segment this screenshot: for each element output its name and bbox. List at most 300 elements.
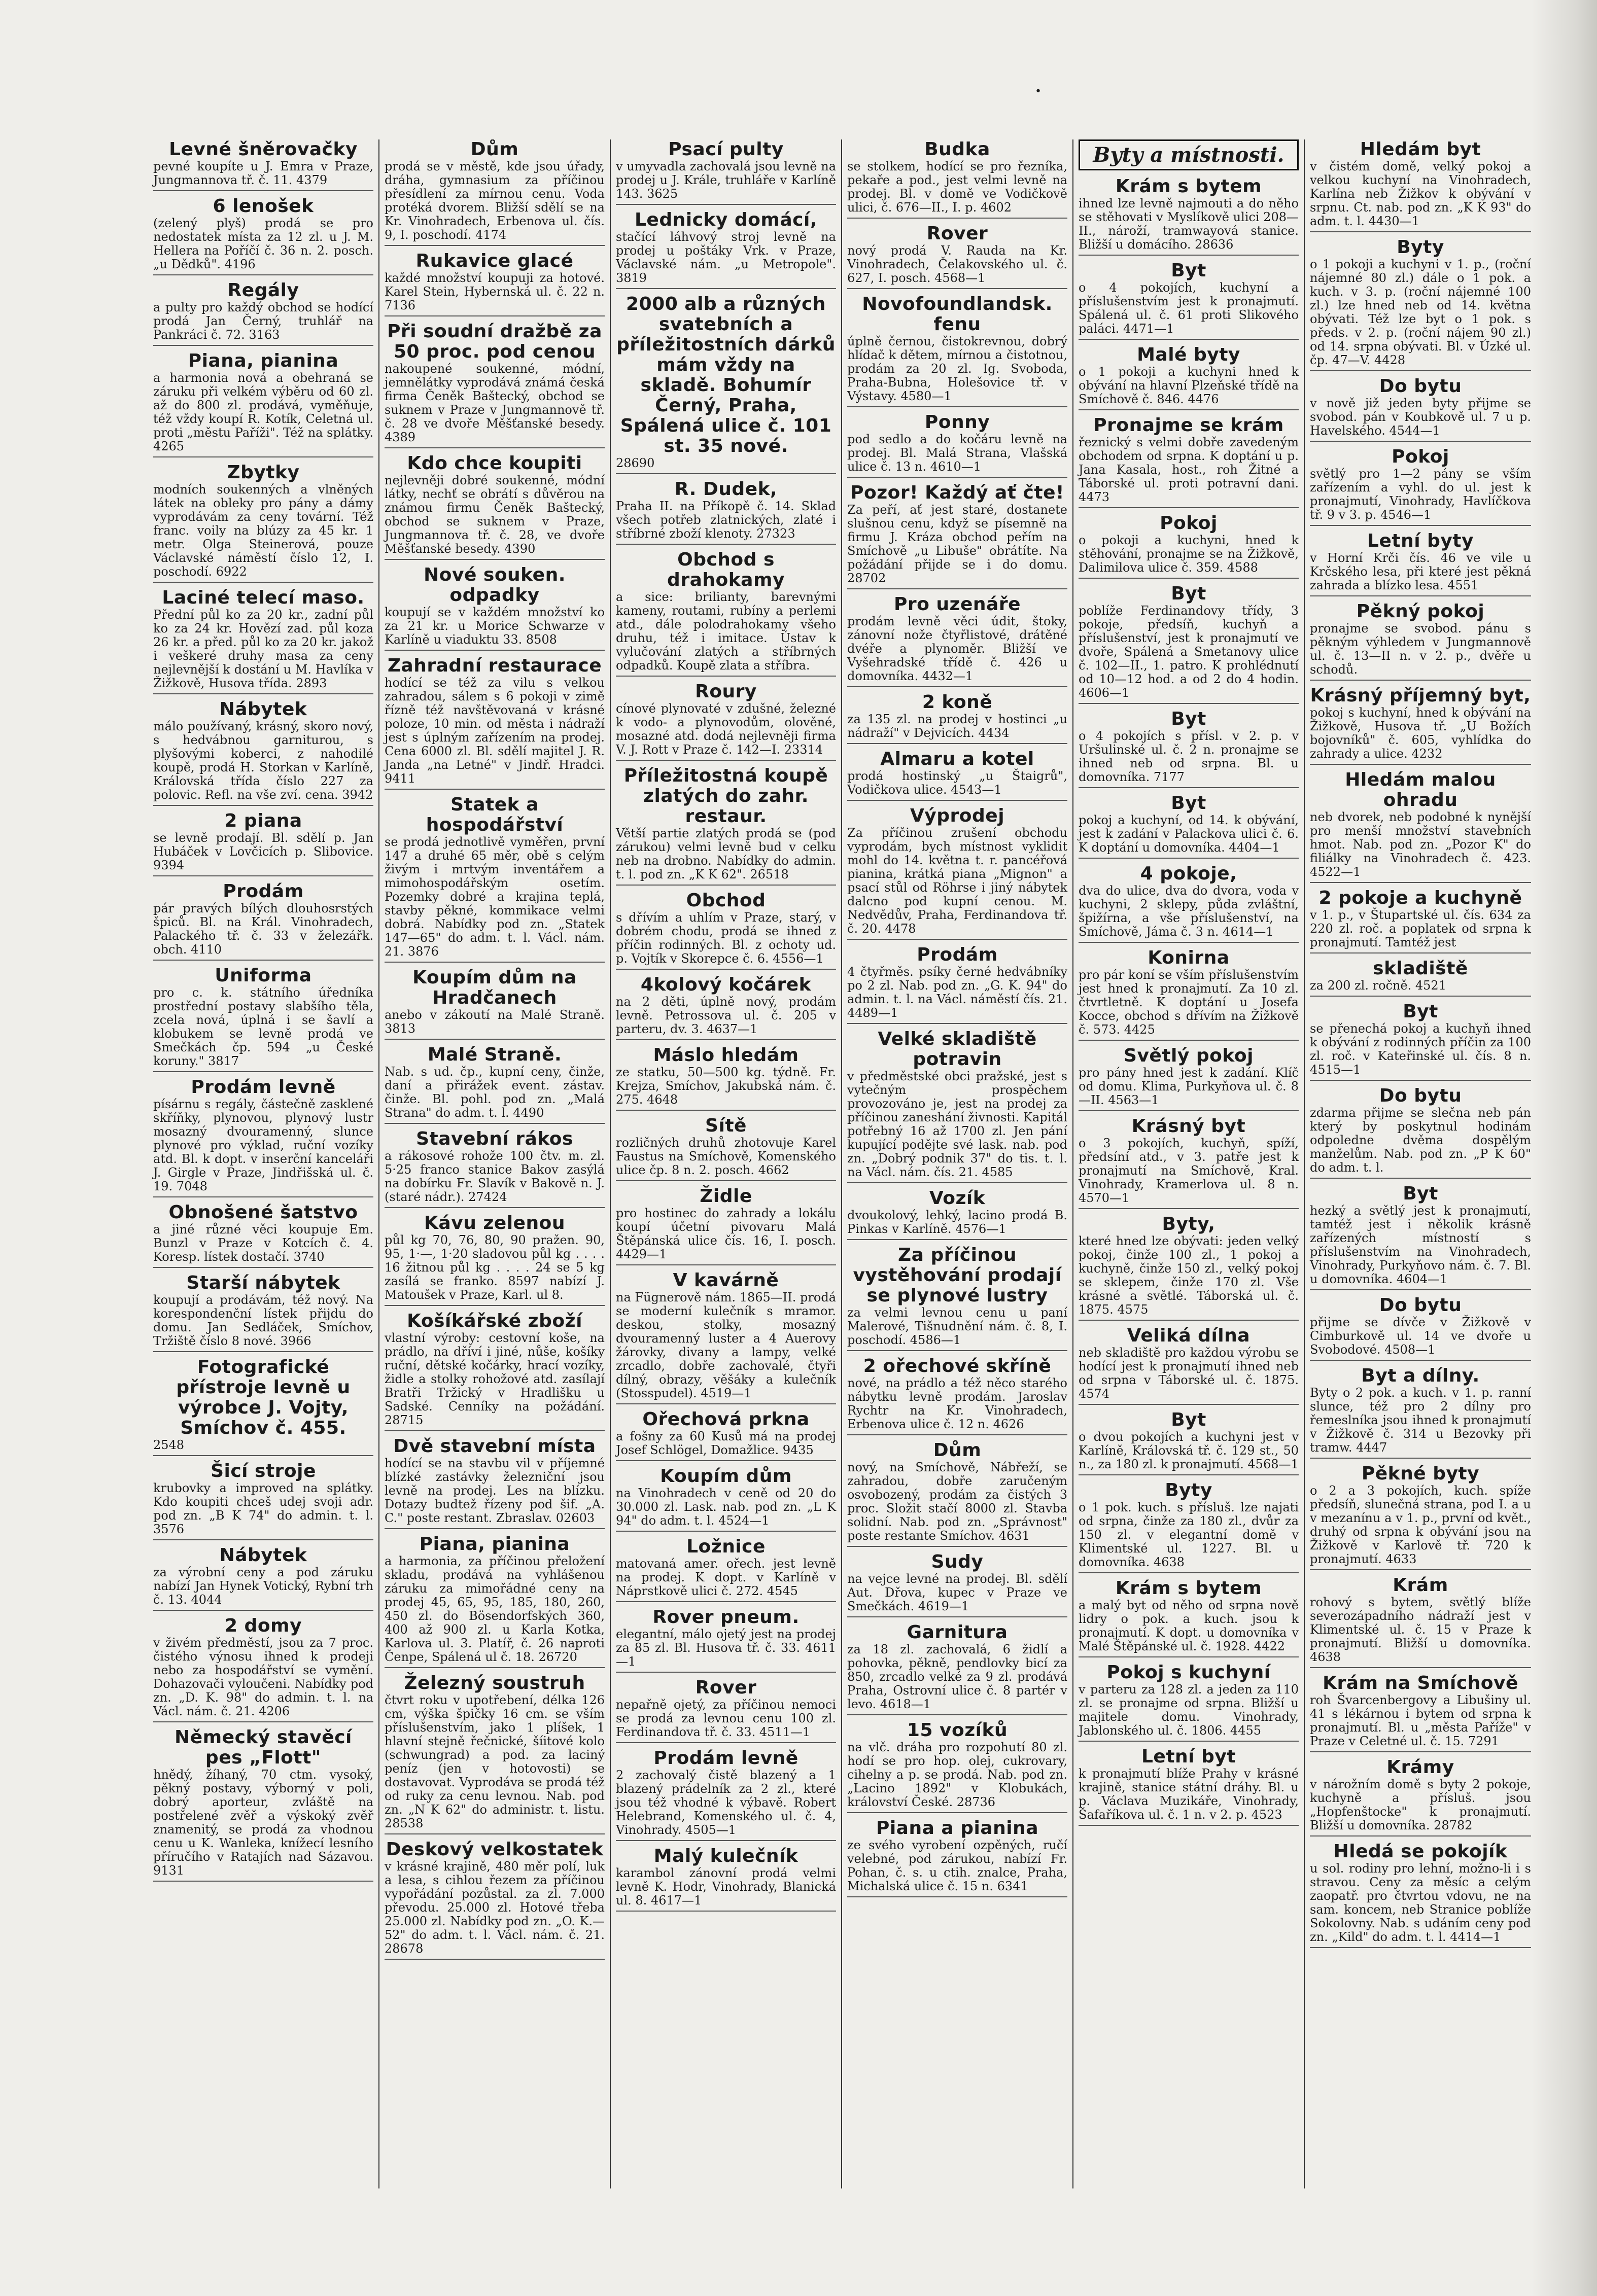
ad-body: na vlč. dráha pro rozpohutí 80 zl. hodí se pro hop. olej, cukrovary, cihelny a p. se prodá. Nab. pod zn. „Lacino 1892" v Klobukách, království České. 28736 — [847, 1740, 1067, 1809]
ad-body: v Horní Krči čís. 46 ve vile u Krčského lesa, při které jest pěkná zahrada a blízko lesa. 4551 — [1310, 551, 1531, 592]
ad-body: o 4 pokojích s přísl. v 2. p. v Uršulinské ul. č. 2 n. pronajme se ihned neb od srpna. Bl. u domovníka. 7177 — [1079, 729, 1299, 784]
ad-title: Fotografické přístroje levně u výrobce J. Vojty, Smíchov č. 455. — [176, 1357, 351, 1438]
ad-title: Letní byty — [1367, 531, 1474, 551]
ad-body: stačící láhvový stroj levně na prodej u poštáky Vrk. v Praze, Václavské nám. „u Metropole". 3819 — [616, 230, 836, 285]
ad-body: Byty o 2 pok. a kuch. v 1. p. ranní slunce, též pro 2 dílny pro řemeslníka jsou ihned k pronajmutí v Žižkově č. 314 u Bezovky při tramw. 4447 — [1310, 1386, 1531, 1455]
classified-ad — [847, 1720, 1067, 1813]
ad-body: prodá se v městě, kde jsou úřady, dráha, gymnasium za příčinou přesídlení za mírnou cenu. Voda protéká dvorem. Bližší sdělí se na Kr. Vinohradech, Erbenova ul. čís. 9, I. poschodí. 4174 — [385, 159, 605, 242]
ad-body: o 2 a 3 pokojích, kuch. spíže předsíň, slunečná strana, pod I. a u v mezanínu a v 1. p., první od květ., druhý od srpna k obývání jsou na Žižkově v Karlově tř. 720 k pronajmutí. 4633 — [1310, 1483, 1531, 1566]
ad-body: o 4 pokojích, kuchyní a příslušenstvím jest k pronajmutí. Spálená ul. č. 61 proti Slikového paláci. 4471—1 — [1079, 280, 1299, 336]
ad-body: pokoj s kuchyní, hned k obývání na Žižkově, Husova tř. „U Božích bojovníků" č. 605, vyhlídka do zahrady a ulice. 4232 — [1310, 705, 1531, 761]
classified-ad — [616, 479, 836, 545]
ad-body: Za příčinou zrušení obchodu vyprodám, bych místnost vyklidit mohl do 14. května t. r. pancéřová pianina, krátká piana „Mignon" a psací stůl od Röhrse i jiný nábytek dalcno pod kupní cenou. M. Nedvědův, Praha, Ferdinandova tř. č. 20. 4478 — [847, 826, 1067, 936]
classified-ad — [1079, 1214, 1299, 1321]
classified-ad — [385, 1840, 605, 1960]
ad-body: hodící se též za vilu s velkou zahradou, sálem s 6 pokoji v zimě řízně též navštěvovaná v krásné poloze, 10 min. od města i nádraží jest s úplným zařízením na prodej. Cena 6000 zl. Bl. sdělí majitel J. R. Janda „na Letné" v Jindř. Hradci. 9411 — [385, 676, 605, 786]
ad-body: v umyvadla zachovalá jsou levně na prodej u J. Krále, truhláře v Karlíně 143. 3625 — [616, 159, 836, 201]
ad-body: málo používaný, krásný, skoro nový, s hedvábnou garniturou, s plyšovými koberci, z nahodilé koupě, prodá H. Storkan v Karlíně, Královská třída číslo 227 za polovic. Refl. na vše zví. cena. 3942 — [153, 719, 373, 802]
ad-title: Prodám — [223, 881, 304, 902]
ad-body: a sice: brilianty, barevnými kameny, routami, rubíny a perlemi atd., dále polodrahokamy všeho druhu, též i imitace. Ústav k vylučování zlatých a stříbrných odpadků. Koupě zlata a stříbra. — [616, 590, 836, 673]
ad-title: Nové souken. odpadky — [424, 564, 566, 606]
ad-body: a harmonia nová a obehraná se záruku při velkém výběru od 60 zl. až do 800 zl. prodává, vyměňuje, též vždy koupí R. Kotík, Celetná ul. proti „městu Paříži". Též na splátky. 4265 — [153, 371, 373, 453]
ad-title: Konirna — [1148, 947, 1230, 968]
ad-body: nepařně ojetý, za příčinou nemoci se prodá za levnou cenu 100 zl. Ferdinandova tř. č. 33. 4511—1 — [616, 1698, 836, 1739]
ad-title: V kavárně — [673, 1270, 779, 1291]
ad-title: Psací pulty — [668, 139, 784, 160]
ad-title: Kávu zelenou — [424, 1213, 565, 1233]
ad-title: Nábytek — [219, 699, 307, 720]
ad-title: Deskový velkostatek — [386, 1839, 604, 1860]
ad-title: Uniforma — [215, 965, 312, 986]
ad-body: čtvrt roku v upotřebení, délka 126 cm, výška špičky 16 cm. se vším příslušenstvím, jako 1 plíšek, 1 hlavní stejně řečnické, šíitové kolo (schwungrad) a pod. za laciný peníz (jen v hotovosti) se dostavovat. Vyprodáva se prodá též od ruky za cenu levnou. Nab. pod zn. „N K 62" do administr. t. listu. 28538 — [385, 1693, 605, 1830]
ad-title: Světlý pokoj — [1124, 1045, 1254, 1066]
classified-ad — [385, 1213, 605, 1306]
ad-title: Pronajme se krám — [1093, 415, 1284, 436]
classified-ad — [1310, 1757, 1531, 1836]
classified-ad — [1079, 584, 1299, 704]
ad-title: Rover pneum. — [652, 1607, 800, 1628]
classified-ad — [1310, 237, 1531, 371]
classified-ad — [385, 1311, 605, 1431]
classified-ad — [616, 1270, 836, 1404]
ad-title: Garnitura — [907, 1622, 1008, 1643]
classified-ad — [616, 1537, 836, 1602]
classified-ad — [385, 565, 605, 651]
classified-ad — [153, 1357, 373, 1456]
column-5 — [1073, 139, 1305, 2188]
ad-body: dva do ulice, dva do dvora, voda v kuchyni, 2 sklepy, půda zvláštní, špižírna, a vše příslušenství, na Smíchově, Jáma č. 3 n. 4614—1 — [1079, 884, 1299, 939]
ad-body: za velmi levnou cenu u paní Malerové, Tišnudnění nám. č. 8, I. poschodí. 4586—1 — [847, 1305, 1067, 1347]
ad-body: roh Švarcenbergovy a Libušiny ul. 41 s lékárnou i bytem od srpna k pronajmutí. Bl. u „města Paříže" v Praze v Celetné ul. č. 15. 7291 — [1310, 1693, 1531, 1748]
ad-body: ihned lze levně najmouti a do něho se stěhovati v Myslíkově ulici 208—II., nároží, tramwayová stanice. Bližší u domácího. 28636 — [1079, 196, 1299, 252]
ad-title: Hledá se pokojík — [1333, 1841, 1508, 1862]
ad-title: Lednicky domácí, — [634, 209, 818, 230]
classified-ad — [847, 1818, 1067, 1897]
classified-ad — [847, 806, 1067, 940]
classified-ad — [1079, 261, 1299, 340]
ad-body: každé množství koupuji za hotové. Karel Stein, Hybernská ul. č. 22 n. 7136 — [385, 271, 605, 312]
ad-body: prodá hostinský „u Štaigrů", Vodičkova ulice. 4543—1 — [847, 769, 1067, 797]
ad-title: Kdo chce koupiti — [407, 453, 582, 474]
classified-ad — [1079, 1326, 1299, 1405]
column-3 — [611, 139, 842, 2188]
classified-ad — [616, 1846, 836, 1912]
page-marker: • — [1035, 85, 1041, 98]
ad-title: 2 ořechové skříně — [863, 1356, 1052, 1376]
classified-ad — [153, 1077, 373, 1197]
ad-title: Novofoundlandsk. fenu — [862, 294, 1053, 335]
ad-body: Větší partie zlatých prodá se (pod zárukou) velmi levně bud v celku neb na drobno. Nabídky do admin. t. l. pod zn. „K K 62". 26518 — [616, 826, 836, 881]
ad-title: 2 piana — [224, 810, 302, 831]
classified-ad — [847, 945, 1067, 1024]
ad-title: Krámy — [1386, 1757, 1454, 1778]
ad-title: Za příčinou vystěhování prodají se plynové lustry — [853, 1245, 1062, 1306]
ad-body: cínové plynovaté v zdušné, železné k vodo- a plynovodům, olověné, mosazné atd. dodá nejlevněji firma V. J. Rott v Praze č. 142—I. 23314 — [616, 701, 836, 757]
classified-ad — [847, 749, 1067, 801]
ad-title: Obchod s drahokamy — [667, 549, 785, 590]
ad-body: nový, na Smíchově, Nábřeží, se zahradou, dobře zaručeným osvobozený, prodám za čistých 3 proc. Složit stačí 8000 zl. Stavba solidní. Nab. pod zn. „Správnost" poste restante Smíchov. 4631 — [847, 1460, 1067, 1543]
ad-title: Obnošené šatstvo — [168, 1202, 358, 1223]
ad-body: půl kg 70, 76, 80, 90 pražen. 90, 95, 1·—, 1·20 sladovou půl kg . . . . 16 žitnou půl kg . . . . 24 se 5 kg zasílá se franko. 8597 nabízí J. Matoušek v Praze, Karl. ul 8. — [385, 1233, 605, 1302]
classified-ad — [1079, 1747, 1299, 1826]
classified-ad — [1310, 1575, 1531, 1668]
classified-ad — [616, 1607, 836, 1673]
ad-body: ze svého vyrobení ozpěných, ručí velebné, pod zárukou, nabízí Fr. Pohan, č. s. u ctih. znalce, Praha, Michalská ulice č. 15 n. 6341 — [847, 1838, 1067, 1893]
classified-ad — [385, 139, 605, 246]
ad-body: a rákosové rohože 100 čtv. m. zl. 5·25 franco stanice Bakov zasýlá na dobírku Fr. Slavík v Bakově n. J. (staré nádr.). 27424 — [385, 1149, 605, 1204]
classified-ad — [385, 1436, 605, 1529]
ad-title: 2 pokoje a kuchyně — [1318, 888, 1522, 908]
classified-ad — [153, 463, 373, 583]
ad-body: nejlevněji dobré soukenné, módní látky, nechť se obrátí s důvěrou na známou firmu Čeněk Baštecký, obchod se suknem v Praze, Jungmannova tř. č. 28, ve dvoře Měšťanské besedy. 4390 — [385, 473, 605, 556]
ad-title: Hledám malou ohradu — [1345, 769, 1496, 810]
classified-ad — [1079, 1578, 1299, 1657]
ad-body: v nově již jeden byty přijme se svobod. pán v Koubkově ul. 7 u p. Havelského. 4544—1 — [1310, 396, 1531, 438]
ad-body: 2548 — [153, 1438, 185, 1452]
ad-title: Byt — [1171, 583, 1206, 604]
ad-title: Levné šněrovačky — [169, 139, 358, 160]
ad-title: Košíkářské zboží — [407, 1311, 582, 1331]
ad-title: Obchod — [686, 890, 766, 911]
classified-ad — [1079, 864, 1299, 943]
classified-ad — [1310, 1366, 1531, 1459]
ad-body: nový prodá V. Rauda na Kr. Vinohradech, Čelakovského ul. č. 627, I. posch. 4568—1 — [847, 243, 1067, 285]
ad-body: a fošny za 60 Kusů má na prodej Josef Schlögel, Domažlice. 9435 — [616, 1429, 836, 1457]
ad-title: Piana a pianina — [876, 1818, 1039, 1839]
ad-title: 2 koně — [922, 692, 993, 713]
classified-ad — [847, 692, 1067, 744]
ad-body: pevné koupíte u J. Emra v Praze, Jungmannova tř. č. 11. 4379 — [153, 159, 373, 187]
ad-body: pro c. k. státního úředníka prostřední postavy slabšího těla, zcela nová, úplná i se šavlí a klobukem se levně prodá ve Smečkách čp. 594 „u České koruny." 3817 — [153, 985, 373, 1068]
classified-ad — [847, 1356, 1067, 1435]
classified-ad — [385, 795, 605, 963]
ad-title: Laciné telecí maso. — [162, 587, 365, 608]
ad-body: o 1 pok. kuch. s přísluš. lze najati od srpna, činže za 180 zl., dvůr za 150 zl. v elegantní domě v Klimentské ul. 1227. Bl. u domovníka. 4638 — [1079, 1500, 1299, 1569]
ad-body: se prodá jednotlivě vyměřen, první 147 a druhé 65 měr, obě s celým živým i mrtvým inventářem a mimohospodářským osetím. Pozemky dobré a krajina teplá, stavby pěkné, kommikace velmi dobrá. Nabídky pod zn. „Statek 147—65" do adm. t. l. Václ. nám. 21. 3876 — [385, 835, 605, 959]
ad-title: 4kolový kočárek — [640, 974, 812, 995]
classified-ad — [385, 656, 605, 790]
classified-ad — [616, 210, 836, 289]
classified-ad — [847, 1622, 1067, 1715]
classified-ad — [616, 1678, 836, 1743]
classified-ad — [153, 966, 373, 1072]
classified-ad — [616, 975, 836, 1040]
ad-body: 2 zachovalý čistě blazený a 1 blazený prádelník za 2 zl., které jsou též vhodné k výbavě. Robert Helebrand, Komenského ul. č. 4, Vinohrady. 4505—1 — [616, 1768, 836, 1837]
ad-title: Krásný byt — [1131, 1116, 1246, 1137]
classified-ad — [847, 139, 1067, 219]
ad-body: k pronajmutí blíže Prahy v krásné krajině, stanice státní dráhy. Bl. u p. Václava Muzikáře, Vinohrady, Šafaříkova ul. č. 1 n. v 2. p. 4523 — [1079, 1767, 1299, 1822]
ad-title: Prodám — [917, 944, 998, 965]
classified-ad — [1079, 1116, 1299, 1209]
ad-body: a pulty pro každý obchod se hodící prodá Jan Černý, truhlář na Pankráci č. 72. 3163 — [153, 300, 373, 342]
classified-ad — [1310, 770, 1531, 883]
ad-title: Stavební rákos — [416, 1128, 573, 1149]
ad-title: Roury — [695, 681, 757, 702]
ad-title: Železný soustruh — [404, 1673, 585, 1693]
ad-body: pro pány hned jest k zadání. Klíč od domu. Klima, Purkyňova ul. č. 8—II. 4563—1 — [1079, 1066, 1299, 1107]
ad-title: Příležitostná koupě zlatých do zahr. restaur. — [623, 765, 828, 827]
ad-body: neb dvorek, neb podobné k nynější pro menší množství stavebních hmot. Nab. pod zn. „Pozor K" do filiálky na Vinohradech č. 423. 4522—1 — [1310, 810, 1531, 879]
ad-body: za 135 zl. na prodej v hostinci „u nádraží" v Dejvicích. 4434 — [847, 712, 1067, 740]
classified-ad — [153, 1727, 373, 1882]
classified-ad — [616, 550, 836, 677]
ad-body: v krásné krajině, 480 měr polí, luk a lesa, s cihlou řezem za příčinou vypořádání pozůstal. za zl. 7.000 převodu. 25.000 zl. Hotové třeba 25.000 zl. Nabídky pod zn. „O. K.—52" do adm. t. l. Václ. nám. č. 21. 28678 — [385, 1859, 605, 1956]
ad-title: Výprodej — [910, 805, 1005, 826]
ad-body: na 2 děti, úplně nový, prodám levně. Petrossova ul. č. 205 v parteru, dv. 3. 4637—1 — [616, 995, 836, 1036]
ad-title: Statek a hospodářství — [426, 794, 564, 835]
classified-ad — [847, 224, 1067, 289]
ad-title: Byt — [1171, 1409, 1206, 1430]
ad-title: Pozor! Každý ať čte! — [850, 482, 1064, 503]
column-6 — [1305, 139, 1536, 2188]
classified-ad — [153, 588, 373, 694]
classified-ad — [616, 891, 836, 970]
ad-body: Nab. s ud. čp., kupní ceny, činže, daní a přirážek event. zástav. činže. Bl. pohl. pod zn. „Malá Strana" do adm. t. l. 4490 — [385, 1065, 605, 1120]
ad-body: na Fügnerově nám. 1865—II. prodá se moderní kulečník s mramor. deskou, stolky, mosazný dvouramenný luster a 4 Auerovy žárovky, divany a lampy, velké zrcadlo, dobře zachovalé, čtyři dílný, obrazy, věšáky a kulečník (Stosspudel). 4519—1 — [616, 1290, 836, 1400]
classified-ad — [1310, 1464, 1531, 1570]
ad-body: za 200 zl. ročně. 4521 — [1310, 978, 1446, 993]
classified-ad — [153, 811, 373, 876]
ad-title: Malý kulečník — [653, 1846, 798, 1866]
classified-ad — [385, 1045, 605, 1124]
classified-ad — [385, 453, 605, 560]
ad-body: řeznický s velmi dobře zavedeným obchodem od srpna. K doptání u p. Jana Kasala, host., roh Žitné a Táborské ul. proti potravní dani. 4473 — [1079, 435, 1299, 504]
ad-title: Prodám levně — [191, 1077, 336, 1098]
ad-body: ze statku, 50—500 kg. týdně. Fr. Krejza, Smíchov, Jakubská nám. č. 275. 4648 — [616, 1065, 836, 1107]
classified-ad — [616, 1466, 836, 1532]
ad-title: Pokoj s kuchyní — [1106, 1662, 1271, 1683]
ad-title: Do bytu — [1379, 376, 1462, 397]
ad-body: krubovky a improved na splátky. Kdo koupiti chceš udej svoji adr. pod zn. „B K 74" do admin. t. l. 3576 — [153, 1481, 373, 1536]
ad-body: hodící se na stavbu vil v příjemné blízké zastávky železniční jsou levně na prodej. Les na blízku. Dotazy budtež řízeny pod šif. „A. C." poste restant. Zbraslav. 02603 — [385, 1456, 605, 1525]
ad-body: hezký a světlý jest k pronajmutí, tamtéž jest i několik krásně zařízených místností s příslušenstvím na Vinohradech, Vinohrady, Purkyňovo nám. č. 7. Bl. u domovníka. 4604—1 — [1310, 1204, 1531, 1286]
classified-ad — [385, 1129, 605, 1208]
classified-ad — [847, 594, 1067, 687]
ad-body: karambol zánovní prodá velmi levně K. Hodr, Vinohrady, Blanická ul. 8. 4617—1 — [616, 1866, 836, 1908]
classified-ad — [153, 881, 373, 961]
classified-columns — [148, 139, 1538, 2188]
classified-ad — [1079, 709, 1299, 788]
classified-ad — [1079, 176, 1299, 256]
classified-ad — [385, 251, 605, 316]
ad-title: Almaru a kotel — [880, 749, 1034, 769]
ad-title: Byt — [1403, 1183, 1438, 1204]
classified-ad — [1310, 888, 1531, 953]
classified-ad — [1079, 1480, 1299, 1573]
ad-title: Letní byt — [1141, 1746, 1236, 1767]
classified-ad — [1310, 1086, 1531, 1179]
column-4 — [842, 139, 1073, 2188]
ad-body: za 18 zl. zachovalá, 6 židlí a pohovka, pěkně, pendlovky bicí za 850, zrcadlo velké za 9 zl. prodává Praha, Ostrovní ulice č. 8 partér v levo. 4618—1 — [847, 1642, 1067, 1711]
ad-body: v 1. p., v Štupartské ul. čís. 634 za 220 zl. roč. a poplatek od srpna k pronajmutí. Tamtéž jest — [1310, 908, 1531, 949]
section-heading: Byty a místnosti. — [1079, 139, 1299, 170]
classified-ad — [847, 1188, 1067, 1240]
column-1 — [148, 139, 379, 2188]
ad-body: pár pravých bílých dlouhosrstých špiců. Bl. na Král. Vinohradech, Palackého tř. č. 33 v železářk. obch. 4110 — [153, 901, 373, 957]
classified-ad — [1079, 513, 1299, 579]
ad-body: úplně černou, čistokrevnou, dobrý hlídač k dětem, mírnou a čistotnou, prodám za 20 zl. Ig. Svoboda, Praha-Bubna, Holešovice tř. v Výstavy. 4580—1 — [847, 334, 1067, 403]
ad-body: Praha II. na Příkopě č. 14. Sklad všech potřeb zlatnických, zlaté i stříbrné zboží klenoty. 27323 — [616, 499, 836, 541]
classified-ad — [616, 766, 836, 886]
ad-body: v předměstské obci pražské, jest s vytečným prospěchem provozováno je, jest na prodej za příčinou zaneshání živnosti. Kapitál potřebný 16 až 1700 zl. Jen pání kupující podějte své lask. nab. pod zn. „Dobrý podnik 37" do tis. t. l. na Václ. nám. čís. 21. 4585 — [847, 1069, 1067, 1179]
ad-title: Ponny — [924, 412, 990, 433]
ad-body: o dvou pokojích a kuchyni jest v Karlíně, Královská tř. č. 129 st., 50 n., za 180 zl. k pronajmutí. 4568—1 — [1079, 1430, 1299, 1471]
ad-body: prodám levně věci údit, štoky, zánovní nože čtyřlistové, drátěné dvéře a plynoměr. Bližší ve Vyšehradské třídě č. 426 u domovníka. 4432—1 — [847, 614, 1067, 683]
ad-body: zdarma přijme se slečna neb pán který by poskytnul hodinám odpoledne dvěma dospělým manželům. Nab. pod zn. „P K 60" do adm. t. l. — [1310, 1106, 1531, 1175]
classified-ad — [153, 699, 373, 806]
ad-body: v živém předměstí, jsou za 7 proc. čistého výnosu ihned k prodeji nebo za hospodářství se vymění. Dohazovači vyloučeni. Nabídky pod zn. „D. K. 98" do admin. t. l. na Václ. nám. č. 21. 4206 — [153, 1636, 373, 1718]
ad-body: a harmonia, za příčinou přeložení skladu, prodává na vyhlášenou záruku za mimořádné ceny na prodej 45, 65, 95, 185, 180, 260, 450 zl. do Bösendorfských 360, 400 až 900 zl. u Karla Kotka, Karlova ul. 3. Platíř, č. 26 naproti Čenpe, Spálená ul č. 18. 26720 — [385, 1554, 605, 1664]
classified-ad — [385, 968, 605, 1040]
ad-body: vlastní výroby: cestovní koše, na prádlo, na dříví i jiné, nůše, košíky ruční, dětské kočárky, hrací vozíky, židle a stolky rohožové atd. zasílají Bratři Tržický v Hradlišku u Sadské. Cenníky na požádání. 28715 — [385, 1331, 605, 1427]
classified-ad — [385, 322, 605, 448]
ad-body: modních soukenných a vlněných látek na obleky pro pány a dámy vyprodávám za ceny tovární. Též franc. voily na blúzy za 45 kr. 1 metr. Olga Steinerová, pouze Václavské náměstí číslo 12, I. poschodí. 6922 — [153, 482, 373, 579]
classified-ad — [616, 1116, 836, 1181]
ad-title: Ložnice — [686, 1536, 766, 1557]
classified-ad — [616, 139, 836, 205]
ad-body: 28690 — [616, 456, 655, 470]
ad-title: Starší nábytek — [186, 1273, 340, 1293]
classified-ad — [1310, 1295, 1531, 1361]
classified-ad — [1079, 948, 1299, 1041]
ad-title: Dvě stavební místa — [393, 1436, 596, 1457]
ad-body: o 1 pokoji a kuchyni hned k obývání na hlavní Plzeňské třídě na Smíchově č. 846. 4476 — [1079, 365, 1299, 406]
ad-title: 15 vozíků — [907, 1720, 1008, 1741]
classified-ad — [1310, 1184, 1531, 1290]
classified-ad — [1310, 447, 1531, 526]
ad-body: v nárožním domě s byty 2 pokoje, kuchyně a přísluš. jsou „Hopfenštocke" k pronajmutí. Bližší u domovníka. 28782 — [1310, 1777, 1531, 1832]
ad-body: se přenechá pokoj a kuchyň ihned k obývání z rodinných příčin za 100 zl. roč. v Kateřinské ul. čís. 8 n. 4515—1 — [1310, 1021, 1531, 1077]
ad-title: Veliká dílna — [1127, 1325, 1251, 1346]
ad-title: Pro uzenáře — [894, 594, 1021, 615]
ad-title: Ořechová prkna — [642, 1409, 810, 1430]
ad-body: Za peří, ať jest staré, dostanete slušnou cenu, když se písemně na firmu J. Kráza obchod peřím na Smíchově „u Libuše" obrátíte. Na požádání přijde se i do domu. 28702 — [847, 503, 1067, 585]
ad-title: Malé Straně. — [427, 1044, 562, 1065]
ad-title: Vozík — [929, 1188, 986, 1209]
ad-title: Pěkný pokoj — [1356, 601, 1485, 622]
ad-title: Rukavice glacé — [415, 251, 574, 271]
ad-title: Rover — [695, 1677, 757, 1698]
classified-ad — [153, 1545, 373, 1611]
classified-ad — [1310, 959, 1531, 997]
ad-body: na vejce levné na prodej. Bl. sdělí Aut. Dřova, kupec v Praze ve Smečkách. 4619—1 — [847, 1572, 1067, 1613]
ad-title: Krám s bytem — [1115, 1578, 1262, 1599]
ad-body: se levně prodají. Bl. sdělí p. Jan Hubáček v Lovčicích p. Slibovice. 9394 — [153, 831, 373, 872]
ad-title: Máslo hledám — [653, 1045, 799, 1066]
classified-ad — [847, 1029, 1067, 1183]
ad-title: Budka — [924, 139, 990, 160]
classified-ad — [1079, 415, 1299, 508]
ad-title: Malé byty — [1137, 344, 1240, 365]
ad-body: v čistém domě, velký pokoj a velkou kuchyní na Vinohradech, Karlína neb Žižkov k obývání v srpnu. Ct. nab. pod zn. „K K 93" do adm. t. l. 4430—1 — [1310, 159, 1531, 228]
classified-ad — [1310, 1842, 1531, 1948]
classified-ad — [1079, 1046, 1299, 1111]
ad-body: (zelený plyš) prodá se pro nedostatek místa za 12 zl. u J. M. Hellera na Poříčí č. 36 n. 2. posch. „u Dědků". 4196 — [153, 216, 373, 271]
ad-title: Byt — [1403, 1001, 1438, 1022]
classified-ad — [616, 294, 836, 474]
ad-body: neb skladiště pro každou výrobu se hodící jest k pronajmutí ihned neb od srpna v Táborské ul. č. 1875. 4574 — [1079, 1346, 1299, 1401]
ad-title: Rover — [926, 223, 988, 244]
classified-ad — [616, 1186, 836, 1265]
classified-ad — [1310, 602, 1531, 681]
ad-title: Dům — [933, 1440, 982, 1461]
ad-title: Německý stavěcí pes „Flott" — [175, 1727, 352, 1768]
ad-title: Piana, pianina — [188, 350, 339, 371]
ad-title: Regály — [227, 280, 299, 301]
ad-title: Do bytu — [1379, 1085, 1462, 1106]
ad-title: Pokoj — [1392, 446, 1449, 467]
column-2 — [379, 139, 611, 2188]
classified-ad — [1079, 793, 1299, 859]
ad-title: Byt — [1171, 260, 1206, 281]
ad-body: pokoj a kuchyní, od 14. k obývání, jest k zadání v Palackova ulici č. 6. K doptání u domovníka. 4404—1 — [1079, 813, 1299, 855]
ad-title: skladiště — [1373, 958, 1468, 979]
ad-body: písárnu s regály, částečně zasklené skříňky, plynovou, plynový lustr mosazný dvouramenný, slunce plynové pro výklad, ruční vozíky atd. Bl. k dopt. v inserční kanceláři J. Girgle v Praze, Jindřišská ul. č. 19. 7048 — [153, 1097, 373, 1193]
classified-ad — [153, 1616, 373, 1722]
classified-ad — [385, 1673, 605, 1834]
ad-body: koupují se v každém množství ko za 21 kr. u Morice Schwarze v Karlíně u viaduktu 33. 8508 — [385, 605, 605, 647]
ad-title: Koupím dům — [660, 1466, 792, 1487]
ad-title: Prodám levně — [653, 1748, 798, 1769]
ad-title: Sudy — [931, 1551, 984, 1572]
ad-body: rohový s bytem, světlý blíže severozápadního nádraží jest v Klimentské ul. č. 15 v Praze k pronajmutí. Bližší u domovníka. 4638 — [1310, 1595, 1531, 1664]
ad-title: Židle — [700, 1186, 752, 1207]
ad-title: Při soudní dražbě za 50 proc. pod cenou — [387, 321, 602, 362]
ad-body: přijme se dívče v Žižkově v Cimburkově ul. 14 ve dvoře u Svobodové. 4508—1 — [1310, 1315, 1531, 1357]
ad-body: na Vinohradech v ceně od 20 do 30.000 zl. Lask. nab. pod zn. „L K 94" do adm. t. l. 4524—1 — [616, 1486, 836, 1528]
ad-title: Byt — [1171, 709, 1206, 729]
classified-ad — [1310, 686, 1531, 765]
ad-title: Velké skladiště potravin — [878, 1029, 1037, 1070]
ad-body: matovaná amer. ořech. jest levně na prodej. K dopt. v Karlíně v Náprstkově ulici č. 272. 4545 — [616, 1557, 836, 1598]
ad-body: pro hostinec do zahrady a lokálu koupí účetní pivovaru Malá Štěpánská ulice čís. 16, I. posch. 4429—1 — [616, 1206, 836, 1261]
ad-title: Sítě — [705, 1115, 747, 1136]
ad-title: 4 pokoje, — [1140, 863, 1237, 884]
ad-title: Zahradní restaurace — [387, 655, 602, 676]
ad-body: a jiné různé věci koupuje Em. Bunzl v Praze v Kotcích č. 4. Koresp. lístek dostačí. 3740 — [153, 1222, 373, 1264]
ad-body: které hned lze obývati: jeden velký pokoj, činže 100 zl., 1 pokoj a kuchyně, činže 150 zl., velký pokoj se sklepem, činže 170 zl. Vše krásné a světlé. Táborská ul. č. 1875. 4575 — [1079, 1234, 1299, 1317]
ad-body: anebo v zákoutí na Malé Straně. 3813 — [385, 1008, 605, 1036]
ad-body: za výrobní ceny a pod záruku nabízí Jan Hynek Votický, Rybní trh č. 13. 4044 — [153, 1565, 373, 1607]
classified-ad — [1310, 531, 1531, 596]
classified-ad — [847, 1440, 1067, 1547]
ad-title: Krám na Smíchově — [1323, 1673, 1518, 1693]
classified-ad — [616, 1409, 836, 1461]
ad-title: Koupím dům na Hradčanech — [412, 967, 577, 1008]
classified-ad — [616, 1045, 836, 1111]
classified-ad — [1310, 1002, 1531, 1081]
ad-title: Do bytu — [1379, 1295, 1462, 1316]
classified-ad — [847, 1245, 1067, 1351]
ad-title: Byt — [1171, 793, 1206, 814]
classified-ad — [1310, 139, 1531, 232]
ad-title: 6 lenošek — [213, 196, 314, 217]
classified-ad — [153, 1203, 373, 1268]
ad-title: Šicí stroje — [211, 1461, 316, 1481]
ad-title: Byty — [1165, 1480, 1212, 1501]
classified-ad — [1079, 1410, 1299, 1475]
ad-body: dvoukolový, lehký, lacino prodá B. Pinkas v Karlíně. 4576—1 — [847, 1208, 1067, 1236]
ad-title: Pěkné byty — [1361, 1463, 1480, 1484]
ad-title: Krám — [1393, 1575, 1448, 1596]
classified-ad — [153, 280, 373, 346]
ad-body: Přední půl ko za 20 kr., zadní půl ko za 24 kr. Hovězí zad. půl koza 26 kr. a před. půl ko za 20 kr. jakož i veškeré druhy masa za ceny nejlevnější k dostání u M. Havlíka v Žižkově, Husova třída. 2893 — [153, 608, 373, 690]
ad-title: Zbytky — [227, 462, 300, 483]
classified-ad — [1079, 345, 1299, 410]
ad-title: 2 domy — [224, 1615, 302, 1636]
ad-body: pro pár koní se vším příslušenstvím jest hned k pronajmutí. Za 10 zl. čtvrtletně. K doptání u Josefa Kocce, obchod s dřívím na Žižkově č. 573. 4425 — [1079, 968, 1299, 1037]
ad-body: o 3 pokojích, kuchyň, spíží, předsíní atd., v 3. patře jest k pronajmutí na Smíchově, Kral. Vinohrady, Kramerlova ul. 8 n. 4570—1 — [1079, 1136, 1299, 1205]
